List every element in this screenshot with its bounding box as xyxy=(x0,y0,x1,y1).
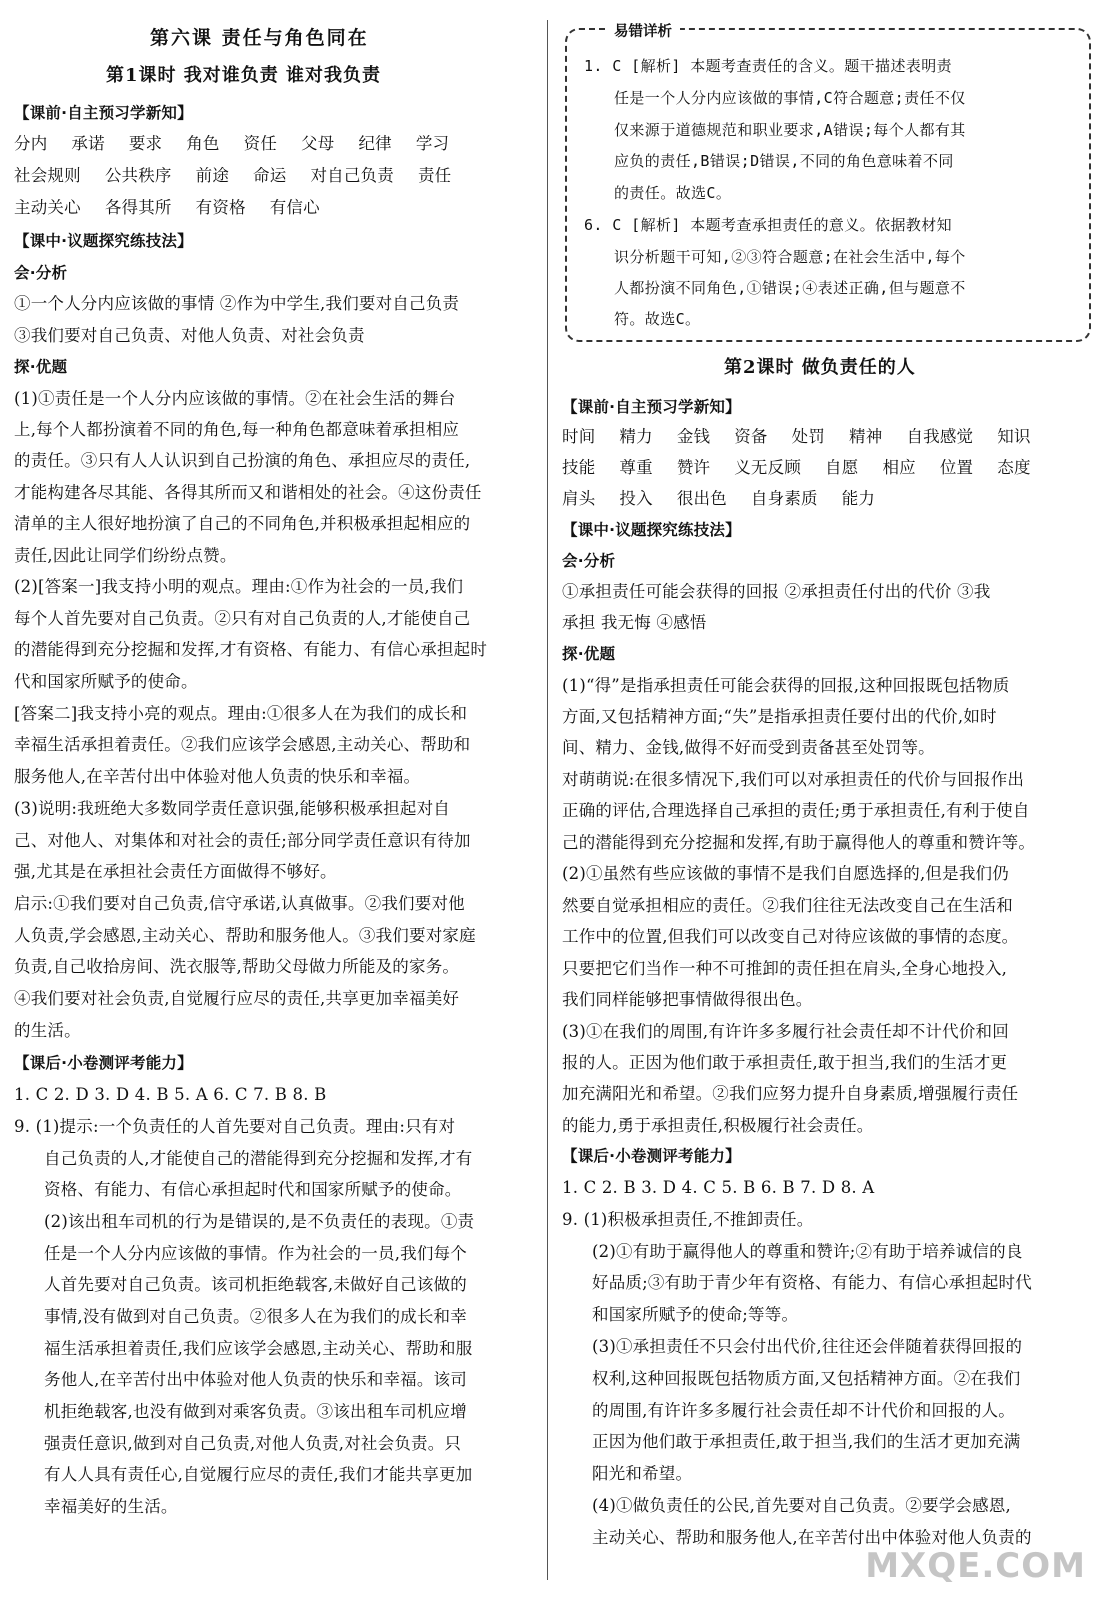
keyword: 自身素质 xyxy=(750,489,818,508)
subheading-questions: 探·优题 xyxy=(14,358,68,376)
handwritten-line: 6. C [解析] 本题考查承担责任的意义。依据教材知 xyxy=(584,216,953,234)
text-line: (2)[答案一]我支持小明的观点。理由:①作为社会的一员,我们 xyxy=(14,577,464,596)
keyword: 处罚 xyxy=(791,427,826,446)
text-line: 的潜能得到充分挖掘和发挥,才有资格、有能力、有信心承担起时 xyxy=(14,640,488,659)
lesson-1-heading: 第1课时 我对谁负责 谁对我负责 xyxy=(106,65,382,86)
section-heading-preview: 【课前·自主预习学新知】 xyxy=(14,104,193,122)
section-heading-class: 【课中·议题探究练技法】 xyxy=(562,521,741,539)
text-line: ④我们要对社会负责,自觉履行应尽的责任,共享更加幸福美好 xyxy=(14,989,460,1008)
text-line: 机拒绝载客,也没有做到对乘客负责。③该出租车司机应增 xyxy=(44,1402,467,1421)
text-line: 间、精力、金钱,做得不好而受到责备甚至处罚等。 xyxy=(562,738,935,757)
text-line: (3)①在我们的周围,有许许多多履行社会责任却不计代价和回 xyxy=(562,1022,1009,1041)
section-heading-class: 【课中·议题探究练技法】 xyxy=(14,232,193,250)
keyword: 自我感觉 xyxy=(906,427,974,446)
text-line: 务他人,在辛苦付出中体验对他人负责的快乐和幸福。该司 xyxy=(44,1370,467,1389)
keyword: 很出色 xyxy=(676,489,727,508)
multiple-choice-answers: 1. C 2. B 3. D 4. C 5. B 6. B 7. D 8. A xyxy=(562,1178,875,1197)
text-line: (1)①责任是一个人分内应该做的事情。②在社会生活的舞台 xyxy=(14,389,456,408)
answer-line: 承担 我无悔 ④感悟 xyxy=(562,613,707,632)
text-line: 幸福美好的生活。 xyxy=(44,1497,178,1516)
handwritten-line: 任是一个人分内应该做的事情,C符合题意;责任不仅 xyxy=(614,89,966,107)
subheading-questions: 探·优题 xyxy=(562,645,616,663)
text-line: 好品质;③有助于青少年有资格、有能力、有信心承担起时代 xyxy=(592,1273,1032,1292)
handwritten-line: 应负的责任,B错误;D错误,不同的角色意味着不同 xyxy=(614,152,954,170)
handwritten-line: 符。故选C。 xyxy=(614,310,701,328)
answer-line: ①承担责任可能会获得的回报 ②承担责任付出的代价 ③我 xyxy=(562,582,991,601)
section-heading-preview: 【课前·自主预习学新知】 xyxy=(562,398,741,416)
handwritten-line: 的责任。故选C。 xyxy=(614,184,732,202)
text-line: 强责任意识,做到对自己负责,对他人负责,对社会负责。只 xyxy=(44,1434,462,1453)
answer-line: ①一个人分内应该做的事情 ②作为中学生,我们要对自己负责 xyxy=(14,294,460,313)
text-line: 的生活。 xyxy=(14,1021,81,1040)
answer-line: ③我们要对自己负责、对他人负责、对社会负责 xyxy=(14,326,365,345)
text-line: (3)说明:我班绝大多数同学责任意识强,能够积极承担起对自 xyxy=(14,799,450,818)
keyword: 主动关心 xyxy=(14,198,81,217)
text-line: (3)①承担责任不只会付出代价,往往还会伴随着获得回报的 xyxy=(592,1337,1023,1356)
keyword: 父母 xyxy=(301,134,335,153)
subheading-analysis: 会·分析 xyxy=(562,552,616,570)
keyword: 赞许 xyxy=(676,458,711,477)
text-line: 任是一个人分内应该做的事情。作为社会的一员,我们每个 xyxy=(44,1244,467,1263)
keyword: 要求 xyxy=(128,134,163,153)
keyword: 精力 xyxy=(619,427,653,446)
keyword: 公共秩序 xyxy=(104,166,172,185)
text-line: 9. (1)积极承担责任,不推卸责任。 xyxy=(562,1210,814,1229)
keyword: 承诺 xyxy=(71,134,105,153)
text-line: 责任,因此让同学们纷纷点赞。 xyxy=(14,546,237,565)
keyword: 命运 xyxy=(253,166,287,185)
text-line: 的周围,有许许多多履行社会责任却不计代价和回报的人。 xyxy=(592,1401,1015,1420)
keyword: 分内 xyxy=(14,134,48,153)
handwritten-line: 识分析题干可知,②③符合题意;在社会生活中,每个 xyxy=(614,248,966,266)
keyword: 时间 xyxy=(562,427,596,446)
keyword-row xyxy=(562,458,1055,478)
keyword-row xyxy=(14,166,475,186)
keyword: 对自己负责 xyxy=(310,166,394,185)
text-line: [答案二]我支持小亮的观点。理由:①很多人在为我们的成长和 xyxy=(14,704,468,723)
keyword-row xyxy=(14,198,344,218)
text-line: 自己负责的人,才能使自己的潜能得到充分挖掘和发挥,才有 xyxy=(44,1149,473,1168)
keyword: 资任 xyxy=(243,134,278,153)
keyword: 投入 xyxy=(619,489,653,508)
keyword: 精神 xyxy=(849,427,883,446)
text-line: 事情,没有做到对自己负责。②很多人在为我们的成长和幸 xyxy=(44,1307,467,1326)
keyword-row xyxy=(562,489,899,509)
text-line: 才能构建各尽其能、各得其所而又和谐相处的社会。④这份责任 xyxy=(14,483,482,502)
keyword-row xyxy=(14,134,473,154)
keyword: 资备 xyxy=(734,427,768,446)
text-line: 上,每个人都扮演着不同的角色,每一种角色都意味着承担相应 xyxy=(14,420,460,439)
text-line: (2)该出租车司机的行为是错误的,是不负责任的表现。①责 xyxy=(44,1212,475,1231)
text-line: 的能力,勇于承担责任,积极履行社会责任。 xyxy=(562,1116,874,1135)
text-line: 正确的评估,合理选择自己承担的责任;勇于承担责任,有利于使自 xyxy=(562,801,1030,820)
text-line: 清单的主人很好地扮演了自己的不同角色,并积极承担起相应的 xyxy=(14,514,471,533)
multiple-choice-answers: 1. C 2. D 3. D 4. B 5. A 6. C 7. B 8. B xyxy=(14,1085,327,1104)
text-line: 每个人首先要对自己负责。②只有对自己负责的人,才能使自己 xyxy=(14,609,471,628)
text-line: 资格、有能力、有信心承担起时代和国家所赋予的使命。 xyxy=(44,1180,462,1199)
text-line: 强,尤其是在承担社会责任方面做得不够好。 xyxy=(14,862,337,881)
text-line: 对萌萌说:在很多情况下,我们可以对承担责任的代价与回报作出 xyxy=(562,770,1025,789)
keyword: 义无反顾 xyxy=(734,458,802,477)
text-line: 己、对他人、对集体和对社会的责任;部分同学责任意识有待加 xyxy=(14,831,471,850)
keyword: 位置 xyxy=(939,458,974,477)
keyword: 有资格 xyxy=(195,198,246,217)
handwritten-line: 仅来源于道德规范和职业要求,A错误;每个人都有其 xyxy=(614,121,966,139)
text-line: 服务他人,在辛苦付出中体验对他人负责的快乐和幸福。 xyxy=(14,767,421,786)
keyword: 知识 xyxy=(997,427,1031,446)
text-line: 有人人具有责任心,自觉履行应尽的责任,我们才能共享更加 xyxy=(44,1465,473,1484)
subheading-analysis: 会·分析 xyxy=(14,264,68,282)
lesson-title: 第六课 责任与角色同在 xyxy=(150,27,369,49)
text-line: 然要自觉承担相应的责任。②我们往往无法改变自己在生活和 xyxy=(562,896,1013,915)
section-heading-after: 【课后·小卷测评考能力】 xyxy=(562,1147,741,1165)
keyword: 态度 xyxy=(997,458,1031,477)
text-line: 加充满阳光和希望。②我们应努力提升自身素质,增强履行责任 xyxy=(562,1084,1019,1103)
text-line: 权利,这种回报既包括物质方面,又包括精神方面。②在我们 xyxy=(592,1369,1021,1388)
text-line: 9. (1)提示:一个负责任的人首先要对自己负责。理由:只有对 xyxy=(14,1117,456,1136)
handwritten-line: 人都扮演不同角色,①错误;④表述正确,但与题意不 xyxy=(614,279,966,297)
text-line: 人首先要对自己负责。该司机拒绝载客,未做好自己该做的 xyxy=(44,1275,467,1294)
lesson-2-heading: 第2课时 做负责任的人 xyxy=(724,357,916,378)
text-line: 人负责,学会感恩,主动关心、帮助和服务他人。③我们要对家庭 xyxy=(14,926,476,945)
keyword: 相应 xyxy=(882,458,916,477)
text-line: 工作中的位置,但我们可以改变自己对待应该做的事情的态度。 xyxy=(562,927,1019,946)
keyword: 纪律 xyxy=(358,134,392,153)
text-line: 幸福生活承担着责任。②我们应该学会感恩,主动关心、帮助和 xyxy=(14,735,471,754)
keyword: 学习 xyxy=(415,134,450,153)
keyword: 社会规则 xyxy=(14,166,81,185)
keyword: 角色 xyxy=(186,134,220,153)
keyword: 责任 xyxy=(417,166,452,185)
keyword: 金钱 xyxy=(676,427,711,446)
handwritten-line: 1. C [解析] 本题考查责任的含义。题干描述表明责 xyxy=(584,57,953,75)
text-line: 报的人。正因为他们敢于承担责任,敢于担当,我们的生活才更 xyxy=(562,1053,1008,1072)
text-line: (2)①虽然有些应该做的事情不是我们自愿选择的,但是我们仍 xyxy=(562,864,1009,883)
text-line: 方面,又包括精神方面;“失”是指承担责任要付出的代价,如时 xyxy=(562,707,997,726)
text-line: (4)①做负责任的公民,首先要对自己负责。②要学会感恩, xyxy=(592,1496,1011,1515)
keyword: 肩头 xyxy=(562,489,596,508)
keyword: 前途 xyxy=(195,166,230,185)
keyword: 能力 xyxy=(841,489,876,508)
text-line: 负责,自己收拾房间、洗衣服等,帮助父母做力所能及的家务。 xyxy=(14,957,460,976)
keyword: 自愿 xyxy=(825,458,859,477)
text-line: 和国家所赋予的使命;等等。 xyxy=(592,1305,799,1324)
keyword: 各得其所 xyxy=(104,198,172,217)
text-line: 主动关心、帮助和服务他人,在辛苦付出中体验对他人负责的 xyxy=(592,1528,1032,1547)
text-line: (1)“得”是指承担责任可能会获得的回报,这种回报既包括物质 xyxy=(562,676,1010,695)
text-line: 代和国家所赋予的使命。 xyxy=(14,672,198,691)
keyword: 技能 xyxy=(562,458,596,477)
keyword: 尊重 xyxy=(619,458,653,477)
section-heading-after: 【课后·小卷测评考能力】 xyxy=(14,1054,193,1072)
text-line: 只要把它们当作一种不可推卸的责任担在肩头,全身心地投入, xyxy=(562,959,1008,978)
keyword: 有信心 xyxy=(269,198,320,217)
text-line: 阳光和希望。 xyxy=(592,1464,693,1483)
text-line: 己的潜能得到充分挖掘和发挥,有助于赢得他人的尊重和赞许等。 xyxy=(562,833,1036,852)
watermark-logo: MXQE.COM xyxy=(865,1546,1086,1586)
text-line: 启示:①我们要对自己负责,信守承诺,认真做事。②我们要对他 xyxy=(14,894,465,913)
text-line: (2)①有助于赢得他人的尊重和赞许;②有助于培养诚信的良 xyxy=(592,1242,1023,1261)
text-line: 我们同样能够把事情做得很出色。 xyxy=(562,990,813,1009)
text-line: 福生活承担着责任,我们应该学会感恩,主动关心、帮助和服 xyxy=(44,1339,473,1358)
text-line: 正因为他们敢于承担责任,敢于担当,我们的生活才更加充满 xyxy=(592,1432,1021,1451)
column-divider xyxy=(547,20,548,1580)
text-line: 的责任。③只有人人认识到自己扮演的角色、承担应尽的责任, xyxy=(14,451,471,470)
keyword-row xyxy=(562,427,1055,447)
error-analysis-title: 易错详析 xyxy=(606,20,680,41)
